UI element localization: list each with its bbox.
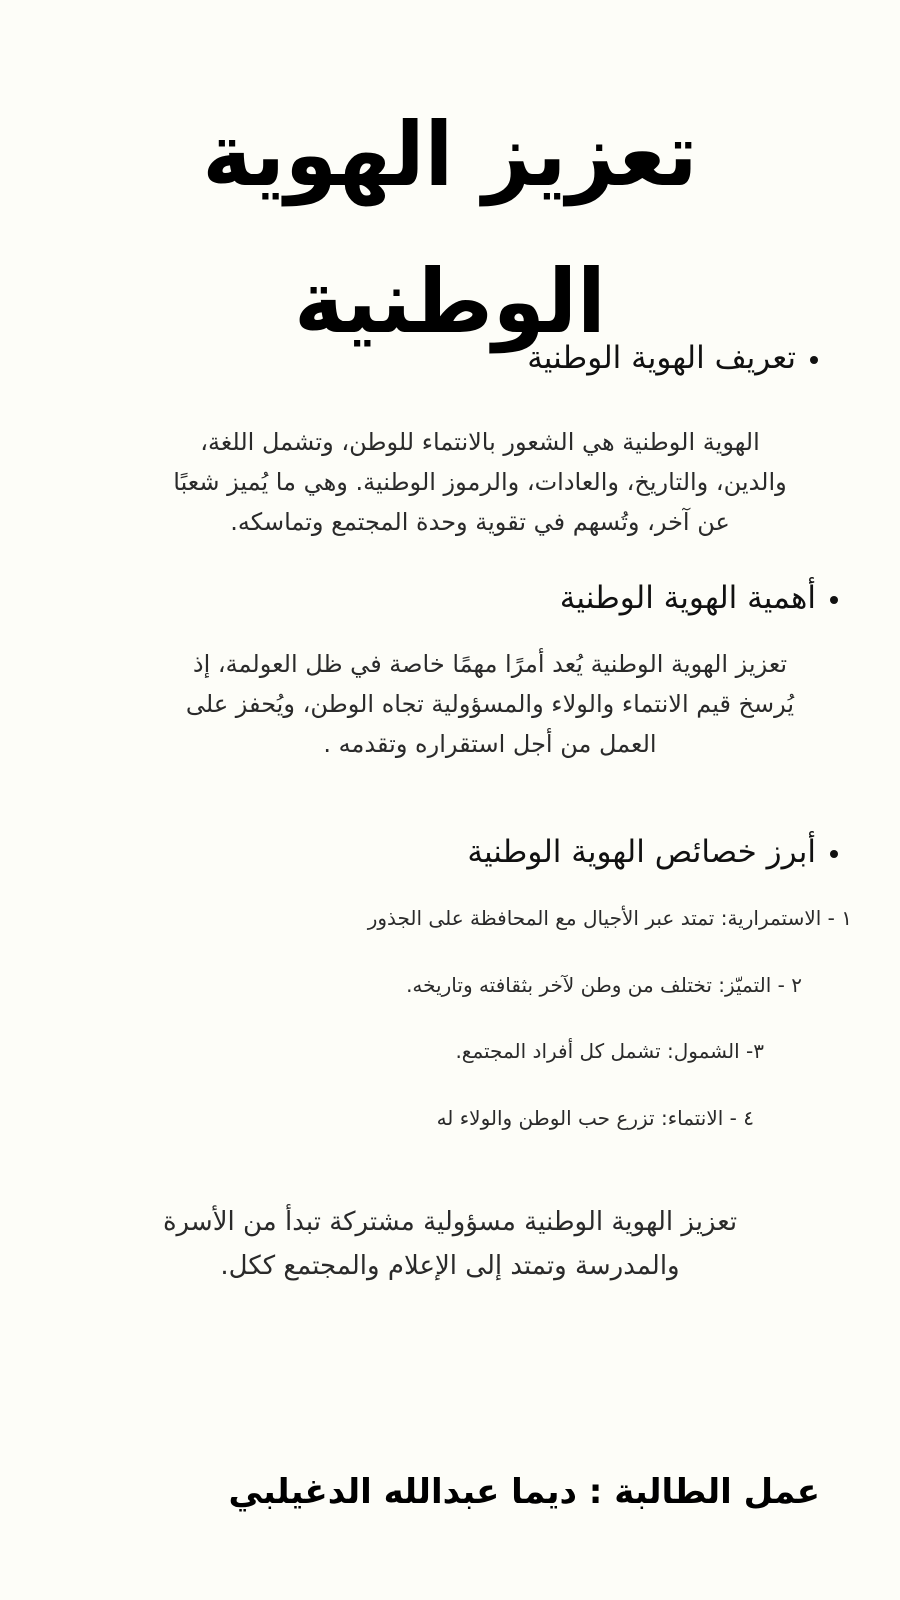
characteristic-item-3: ٣- الشمول: تشمل كل أفراد المجتمع. [455,1039,764,1063]
bullet-icon [810,356,818,364]
closing-line: تعزيز الهوية الوطنية مسؤولية مشتركة تبدأ من الأسرة [162,1207,738,1237]
section-heading-characteristics [467,830,838,874]
closing-line: والمدرسة وتمتد إلى الإعلام والمجتمع ككل. [220,1251,680,1281]
section-heading-text: تعريف الهوية الوطنية [527,340,796,376]
section-heading-definition [527,336,818,380]
paragraph-line: تعزيز الهوية الوطنية يُعد أمرًا مهمًا خاصة في ظل العولمة، إذ [192,650,788,678]
paragraph-line: عن آخر، وتُسهم في تقوية وحدة المجتمع وتماسكه. [230,508,730,536]
characteristic-item-1: ١ - الاستمرارية: تمتد عبر الأجيال مع المحافظة على الجذور [367,906,852,930]
student-credit: عمل الطالبة : ديما عبدالله الدغيلبي [228,1472,820,1512]
paragraph-line: يُرسخ قيم الانتماء والولاء والمسؤولية تجاه الوطن، ويُحفز على [185,690,795,718]
closing-paragraph [100,1200,800,1288]
paragraph-line: الهوية الوطنية هي الشعور بالانتماء للوطن، وتشمل اللغة، [200,428,760,456]
section-paragraph-definition [120,422,840,542]
section-heading-text: أهمية الهوية الوطنية [559,580,816,616]
section-paragraph-importance [120,644,860,764]
bullet-icon [830,850,838,858]
section-heading-importance [560,576,838,620]
section-heading-text: أبرز خصائص الهوية الوطنية [467,834,816,870]
characteristic-item-4: ٤ - الانتماء: تزرع حب الوطن والولاء له [436,1106,754,1130]
characteristic-item-2: ٢ - التميّز: تختلف من وطن لآخر بثقافته وتاريخه. [406,973,802,997]
bullet-icon [830,596,838,604]
page-title: تعزيز الهوية الوطنية [202,103,698,353]
paragraph-line: والدين، والتاريخ، والعادات، والرموز الوطنية. وهي ما يُميز شعبًا [173,468,787,496]
paragraph-line: العمل من أجل استقراره وتقدمه . [323,730,657,758]
